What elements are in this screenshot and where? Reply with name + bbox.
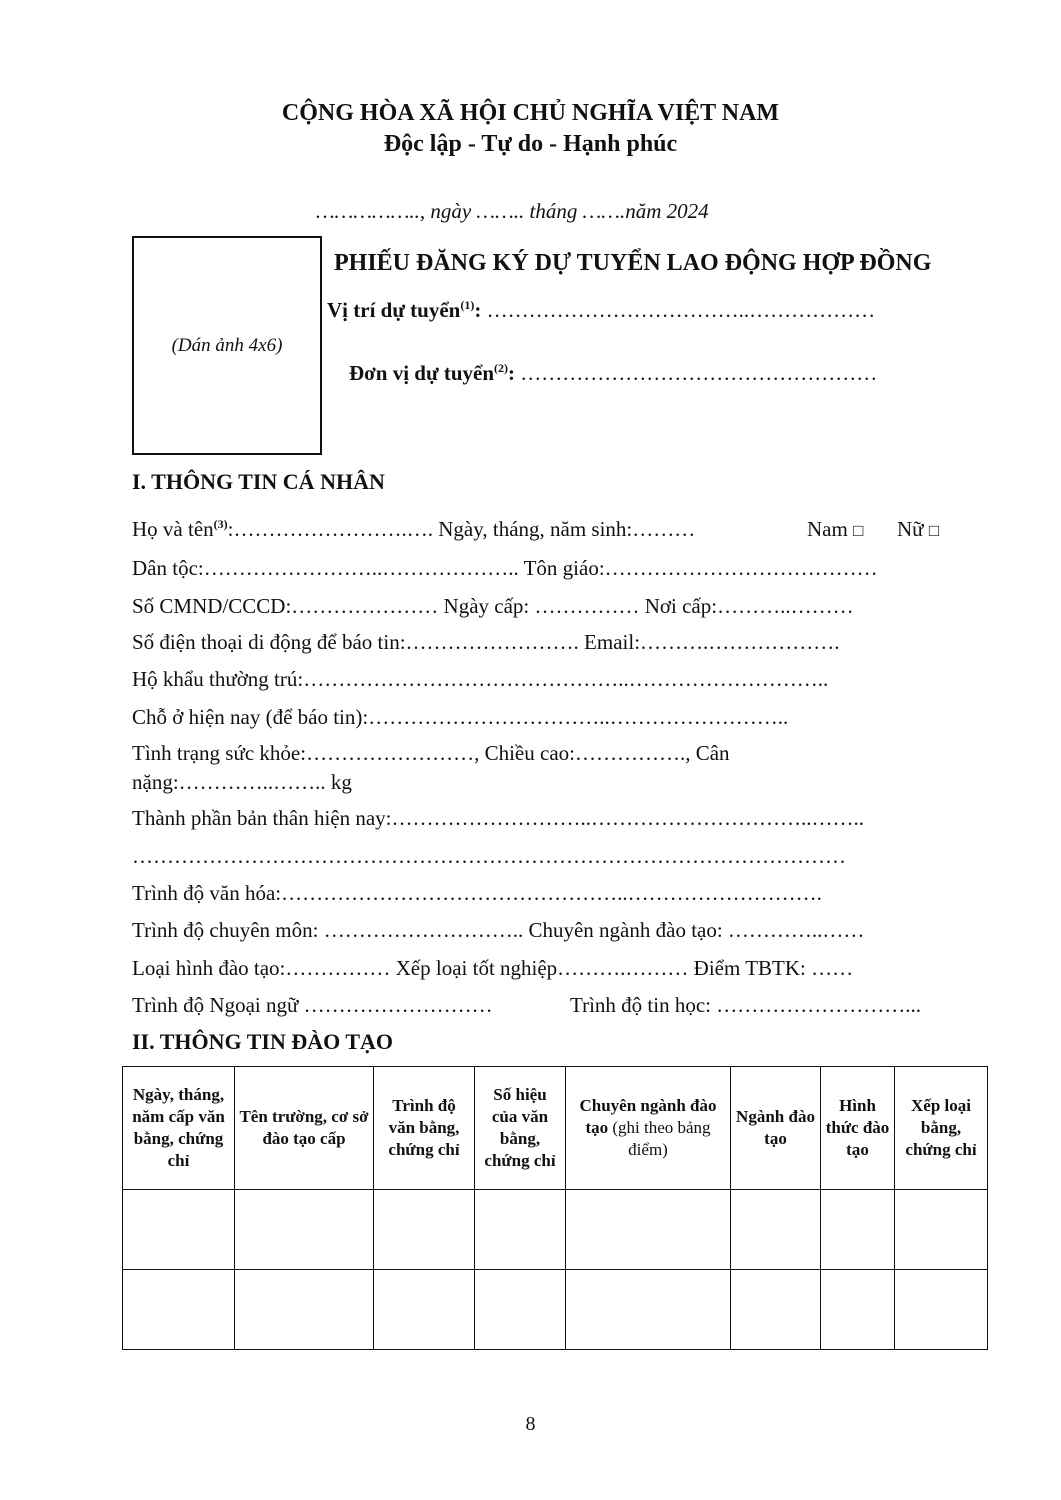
permanent-address-line[interactable]: Hộ khẩu thường trú:………………………………………..………………………..: [132, 667, 829, 691]
id-card-line[interactable]: Số CMND/CCCD:………………… Ngày cấp: …………… Nơi cấp:………..………: [132, 594, 854, 618]
table-cell[interactable]: [731, 1270, 821, 1350]
col-issue-date: Ngày, tháng, năm cấp văn bằng, chứng chỉ: [123, 1067, 235, 1190]
gender-female-option[interactable]: [897, 517, 939, 542]
position-dots: ………………………………..………………: [486, 298, 876, 322]
col-certificate-number: Số hiệu của văn bằng, chứng chỉ: [475, 1067, 566, 1190]
col-school: Tên trường, cơ sở đào tạo cấp: [235, 1067, 374, 1190]
ethnicity-religion-line[interactable]: Dân tộc:……………………..……………….. Tôn giáo:…………………………………: [132, 556, 878, 580]
table-cell[interactable]: [123, 1190, 235, 1270]
name-field[interactable]: [132, 517, 695, 542]
education-level-line[interactable]: Trình độ văn hóa:…………………………………………..……………………….: [132, 881, 822, 905]
unit-label: Đơn vị dự tuyển: [349, 361, 495, 385]
position-note: (1): [460, 298, 475, 312]
unit-colon: :: [508, 361, 516, 385]
name-label: Họ và tên: [132, 517, 214, 541]
professional-level-line[interactable]: Trình độ chuyên môn: ……………………….. Chuyên ngành đào tạo: …………..……: [132, 918, 865, 942]
table-cell[interactable]: [566, 1270, 731, 1350]
table-cell[interactable]: [731, 1190, 821, 1270]
table-cell[interactable]: [821, 1270, 895, 1350]
training-type-line[interactable]: Loại hình đào tạo:…………… Xếp loại tốt nghiệp……….……… Điểm TBTK: ……: [132, 956, 854, 980]
col-specialization: [566, 1067, 731, 1190]
foreign-language-field[interactable]: Trình độ Ngoại ngữ ………………………: [132, 993, 493, 1017]
gender-male-option[interactable]: [807, 517, 863, 542]
health-height-line[interactable]: Tình trạng sức khỏe:……………………, Chiều cao:……………., Cân: [132, 741, 730, 765]
col-specialization-note: (ghi theo bảng điểm): [612, 1118, 711, 1159]
table-cell[interactable]: [566, 1190, 731, 1270]
female-label: Nữ: [897, 517, 924, 541]
table-cell[interactable]: [475, 1270, 566, 1350]
section2-title: II. THÔNG TIN ĐÀO TẠO: [132, 1029, 394, 1054]
page-number: 8: [525, 1413, 536, 1435]
weight-line[interactable]: nặng:…………..…….. kg: [132, 770, 352, 794]
name-note: (3): [213, 517, 228, 531]
form-title: PHIẾU ĐĂNG KÝ DỰ TUYỂN LAO ĐỘNG HỢP ĐỒNG: [334, 250, 932, 276]
col-specialization-label: Chuyên ngành đào tạo: [579, 1096, 717, 1137]
background-continuation-line[interactable]: …………………………………………………………………………………………: [132, 844, 846, 868]
table-cell[interactable]: [895, 1190, 988, 1270]
name-rest: :…………………….…. Ngày, tháng, năm sinh:………: [227, 517, 696, 541]
table-cell[interactable]: [235, 1270, 374, 1350]
position-field[interactable]: [327, 298, 875, 323]
it-level-field[interactable]: Trình độ tin học: ………………………...: [570, 993, 921, 1017]
unit-field[interactable]: [349, 361, 877, 386]
training-table: [122, 1066, 988, 1350]
table-row: [123, 1190, 988, 1270]
col-major: Ngành đào tạo: [731, 1067, 821, 1190]
table-cell[interactable]: [374, 1270, 475, 1350]
unit-note: (2): [494, 361, 509, 375]
female-checkbox[interactable]: □: [928, 521, 940, 540]
table-cell[interactable]: [895, 1270, 988, 1350]
section1-title: I. THÔNG TIN CÁ NHÂN: [132, 469, 385, 494]
phone-email-line[interactable]: Số điện thoại di động để báo tin:……………………. Email:……….……………….: [132, 630, 840, 654]
col-degree-level: Trình độ văn bằng, chứng chỉ: [374, 1067, 475, 1190]
background-line[interactable]: Thành phần bản thân hiện nay:………………………..…………………………..……..: [132, 806, 865, 830]
table-header-row: [123, 1067, 988, 1190]
country-title: CỘNG HÒA XÃ HỘI CHỦ NGHĨA VIỆT NAM: [281, 100, 780, 126]
table-row: [123, 1270, 988, 1350]
col-rank: Xếp loại bằng, chứng chỉ: [895, 1067, 988, 1190]
unit-dots: ……………………………………………: [520, 361, 878, 385]
table-cell[interactable]: [475, 1190, 566, 1270]
position-label: Vị trí dự tuyển: [327, 298, 461, 322]
table-cell[interactable]: [374, 1190, 475, 1270]
male-label: Nam: [807, 517, 848, 541]
male-checkbox[interactable]: □: [853, 521, 864, 540]
table-cell[interactable]: [123, 1270, 235, 1350]
motto: Độc lập - Tự do - Hạnh phúc: [383, 131, 678, 157]
date-line: …………….., ngày …….. tháng …….năm 2024: [316, 199, 709, 223]
col-training-form: Hình thức đào tạo: [821, 1067, 895, 1190]
photo-placeholder: [132, 236, 322, 455]
table-cell[interactable]: [235, 1190, 374, 1270]
current-address-line[interactable]: Chỗ ở hiện nay (để báo tin):……………………………..……………………..: [132, 705, 789, 729]
table-cell[interactable]: [821, 1190, 895, 1270]
position-colon: :: [474, 298, 482, 322]
photo-placeholder-label: (Dán ảnh 4x6): [171, 334, 283, 356]
